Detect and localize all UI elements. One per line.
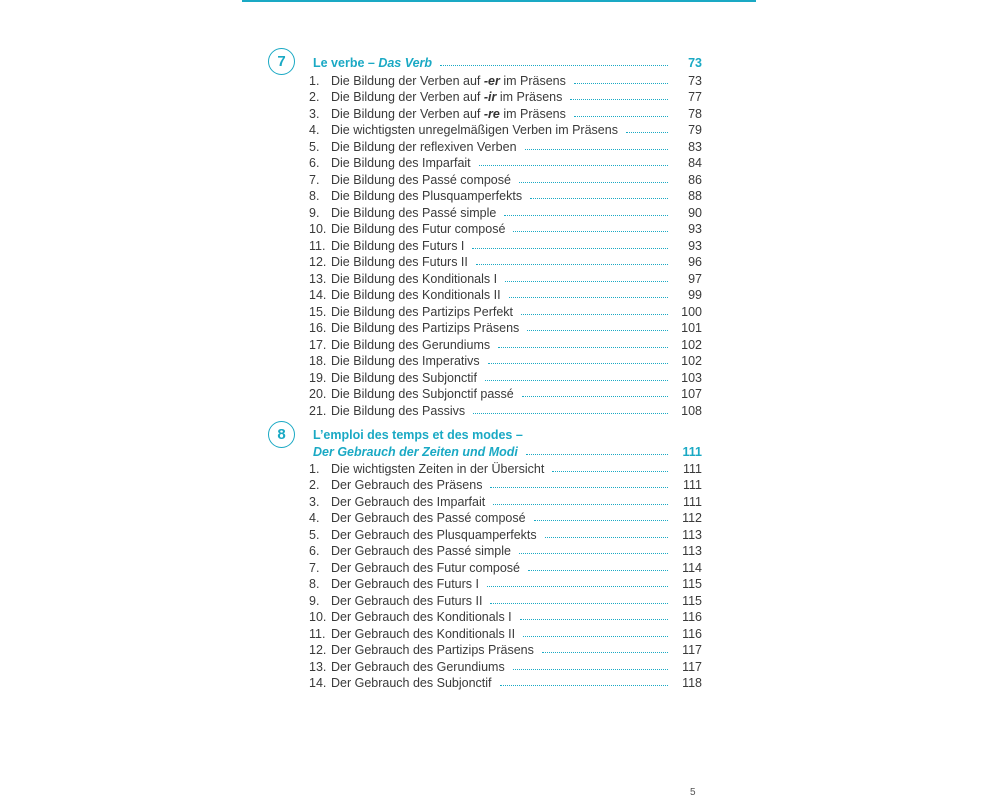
entry-title [331,371,477,385]
entry-title [331,107,566,121]
toc-entry[interactable] [309,575,702,592]
toc-entry[interactable] [309,269,702,286]
entry-number: 19. [309,370,327,385]
entry-page-number: 77 [688,90,702,104]
entry-title [331,676,492,690]
dot-leader [487,586,668,587]
entry-title [331,90,562,104]
entry-number: 18. [309,354,327,368]
entry-page-number: 78 [688,106,702,121]
toc-entry[interactable] [309,253,702,270]
entry-title-text-suffix: im Präsens [499,73,566,88]
entry-title [331,74,566,88]
dot-leader [519,553,668,554]
entry-title [331,462,544,476]
entry-number: 4. [309,123,320,137]
page-folio: 5 [690,787,696,798]
dot-leader [513,231,668,232]
dot-leader [490,487,668,488]
entry-title-text: Der Gebrauch des Plusquamperfekts [331,527,537,542]
entry-list [309,71,702,418]
toc-entry[interactable] [309,476,702,493]
entry-page-number: 111 [682,494,702,509]
dot-leader [519,182,668,183]
dot-leader [520,619,668,620]
entry-title [331,577,479,591]
entry-page-number: 102 [681,337,702,352]
chapter-heading-line-2[interactable] [313,442,702,459]
toc-entry[interactable] [309,492,702,509]
toc-entry[interactable] [309,187,702,204]
dot-leader [472,248,668,249]
toc-entry[interactable] [309,368,702,385]
entry-title [331,643,534,657]
entry-title [331,321,519,335]
entry-title-text: Der Gebrauch des Futurs II [331,593,483,608]
entry-title [331,627,515,641]
toc-entry[interactable] [309,170,702,187]
entry-number: 9. [309,593,320,608]
toc-entry[interactable] [309,657,702,674]
dot-leader [526,454,668,455]
entry-title [331,387,514,401]
entry-page-number: 107 [681,387,702,401]
chapter-title-de: Das Verb [378,56,433,70]
toc-entry[interactable] [309,641,702,658]
dot-leader [574,83,668,84]
toc-entry[interactable] [309,624,702,641]
entry-number: 2. [309,478,320,492]
toc-entry[interactable] [309,459,702,476]
entry-page-number: 79 [688,123,702,137]
entry-title-text: Die Bildung der Verben auf [331,106,484,121]
entry-number: 7. [309,172,320,187]
entry-title-text: Die Bildung des Futur composé [331,222,506,236]
entry-title-text: Die Bildung des Subjonctif [331,370,477,385]
entry-page-number: 113 [682,544,702,558]
entry-page-number: 86 [688,172,702,187]
chapter-title-de: Der Gebrauch der Zeiten und Modi [313,445,518,459]
dot-leader [528,570,668,571]
dot-leader [542,652,668,653]
entry-title-text: Der Gebrauch des Gerundiums [331,659,505,674]
dot-leader [534,520,668,521]
entry-number: 5. [309,527,320,542]
toc-entry[interactable] [309,591,702,608]
entry-title-text: Der Gebrauch des Konditionals I [331,610,512,624]
entry-title-text: Der Gebrauch des Passé composé [331,511,526,525]
entry-title [331,140,517,154]
entry-number: 3. [309,106,320,121]
toc-entry[interactable] [309,558,702,575]
entry-title-text-suffix: im Präsens [499,106,566,121]
entry-page-number: 116 [682,626,702,641]
toc-entry[interactable] [309,88,702,105]
toc-entry[interactable] [309,608,702,625]
dot-leader [626,132,668,133]
dot-leader [473,413,668,414]
entry-title [331,528,537,542]
entry-number: 9. [309,205,320,220]
entry-title-text: Der Gebrauch des Passé simple [331,544,511,558]
entry-title [331,288,501,302]
entry-title-ending: -ir [483,90,497,104]
entry-number: 14. [309,676,327,690]
entry-title-text: Die wichtigsten unregelmäßigen Verben im Präsens [331,123,618,137]
dot-leader [552,471,668,472]
entry-title [331,544,511,558]
entry-title [331,561,520,575]
entry-title-ending: -er [483,73,500,88]
entry-title [331,123,618,137]
entry-number: 14. [309,288,327,302]
entry-title-text: Die Bildung des Subjonctif passé [331,387,514,401]
entry-title-text: Der Gebrauch des Subjonctif [331,676,492,690]
entry-title-text: Die Bildung des Futurs II [331,255,468,269]
dot-leader [500,685,668,686]
entry-title-text: Die Bildung des Konditionals II [331,288,501,302]
entry-number: 12. [309,643,327,657]
entry-title [331,660,505,674]
entry-page-number: 102 [681,354,702,368]
entry-page-number: 73 [688,73,702,88]
entry-title [331,189,522,203]
entry-title-text: Die Bildung der reflexiven Verben [331,139,517,154]
toc-entry[interactable] [309,352,702,369]
entry-number: 13. [309,271,327,286]
entry-number: 13. [309,659,327,674]
dot-leader [490,603,668,604]
entry-page-number: 93 [688,222,702,236]
toc-entry[interactable] [309,236,702,253]
entry-number: 8. [309,577,320,591]
entry-title [331,156,471,170]
chapter-number-badge: 7 [268,48,295,75]
toc-entry[interactable] [309,674,702,691]
toc-entry[interactable] [309,220,702,237]
entry-page-number: 112 [682,511,702,525]
dot-leader [488,363,668,364]
entry-number: 21. [309,403,327,418]
entry-number: 5. [309,139,320,154]
chapter-heading[interactable] [313,53,702,70]
chapter-page-number: 111 [682,445,702,459]
dot-leader [505,281,668,282]
top-rule [242,0,756,2]
toc-entry[interactable] [309,335,702,352]
toc-entry[interactable] [309,525,702,542]
entry-page-number: 115 [682,577,702,591]
entry-title-text: Die Bildung des Partizips Perfekt [331,304,514,319]
entry-page-number: 83 [688,139,702,154]
entry-title-text: Der Gebrauch des Futurs I [331,577,479,591]
entry-page-number: 108 [681,403,702,418]
entry-page-number: 116 [682,610,702,624]
entry-title-text: Die Bildung des Imparfait [331,156,471,170]
dot-leader [545,537,668,538]
chapter-title-fr: Le verbe – [313,56,375,70]
dot-leader [498,347,668,348]
entry-title [331,404,465,418]
entry-page-number: 101 [681,321,702,335]
chapter-page-number: 73 [688,56,702,70]
entry-page-number: 117 [682,643,702,657]
entry-title-text: Der Gebrauch des Partizips Präsens [331,643,534,657]
entry-page-number: 111 [682,478,702,492]
entry-title [331,272,497,286]
entry-page-number: 96 [688,255,702,269]
toc-entry[interactable] [309,542,702,559]
entry-number: 6. [309,544,320,558]
entry-number: 10. [309,610,327,624]
entry-number: 11. [309,238,326,253]
toc-entry[interactable] [309,302,702,319]
entry-title [331,511,526,525]
entry-number: 6. [309,156,320,170]
dot-leader [509,297,668,298]
entry-number: 7. [309,560,320,575]
entry-page-number: 115 [682,593,702,608]
entry-title [331,594,482,608]
entry-page-number: 114 [682,560,702,575]
toc-entry[interactable] [309,137,702,154]
entry-title-text: Die Bildung des Konditionals I [331,271,498,286]
entry-page-number: 103 [681,370,702,385]
dot-leader [574,116,668,117]
entry-number: 10. [309,222,327,236]
dot-leader [504,215,668,216]
entry-number: 8. [309,189,320,203]
chapter-heading-line-1[interactable] [313,425,702,442]
entry-number: 3. [309,494,320,509]
entry-title [331,354,480,368]
entry-number: 1. [309,461,320,476]
entry-page-number: 88 [688,189,702,203]
entry-title [331,239,464,253]
dot-leader [527,330,668,331]
dot-leader [476,264,668,265]
entry-number: 12. [309,255,327,269]
entry-page-number: 99 [688,288,702,302]
dot-leader [521,314,668,315]
entry-title [331,478,482,492]
entry-title-text: Die Bildung des Imperativs [331,354,480,368]
entry-title-text: Die wichtigsten Zeiten in der Übersicht [331,461,545,476]
entry-page-number: 117 [682,659,702,674]
entry-title-text: Der Gebrauch des Präsens [331,478,483,492]
entry-page-number: 100 [681,304,702,319]
chapter-title-fr: L’emploi des temps et des modes – [313,428,523,442]
entry-title [331,305,513,319]
entry-title-text: Die Bildung des Passé simple [331,205,497,220]
entry-title-text: Die Bildung des Futurs I [331,238,465,253]
entry-page-number: 111 [682,461,702,476]
entry-title [331,495,485,509]
entry-number: 15. [309,304,327,319]
toc-entry[interactable] [309,401,702,418]
entry-title-text: Die Bildung der Verben auf [331,90,484,104]
entry-page-number: 93 [688,238,702,253]
dot-leader [522,396,668,397]
entry-title-text: Der Gebrauch des Konditionals II [331,626,516,641]
toc-entry[interactable] [309,509,702,526]
entry-page-number: 118 [682,676,702,690]
entry-title [331,610,512,624]
entry-title-text: Die Bildung des Plusquamperfekts [331,189,523,203]
toc-entry[interactable] [309,385,702,402]
entry-title-text: Die Bildung des Passé composé [331,172,511,187]
entry-title-ending: -re [483,106,500,121]
dot-leader [493,504,668,505]
entry-title-text: Der Gebrauch des Futur composé [331,560,520,575]
entry-title-text: Die Bildung des Partizips Präsens [331,321,520,335]
toc-entry[interactable] [309,154,702,171]
entry-page-number: 90 [688,205,702,220]
entry-number: 20. [309,387,327,401]
entry-number: 11. [309,626,326,641]
toc-entry[interactable] [309,319,702,336]
entry-number: 2. [309,90,320,104]
entry-title-text: Der Gebrauch des Imparfait [331,494,486,509]
dot-leader [530,198,668,199]
entry-title [331,338,490,352]
entry-title-text: Die Bildung der Verben auf [331,73,484,88]
entry-number: 17. [309,337,327,352]
entry-number: 4. [309,511,320,525]
chapter-number-badge: 8 [268,421,295,448]
dot-leader [485,380,668,381]
entry-number: 1. [309,73,320,88]
entry-title [331,255,468,269]
dot-leader [570,99,668,100]
entry-title-text-suffix: im Präsens [496,90,563,104]
entry-title [331,222,505,236]
dot-leader [513,669,668,670]
entry-title [331,206,496,220]
toc-entry[interactable] [309,71,702,88]
dot-leader [523,636,668,637]
entry-page-number: 97 [688,271,702,286]
dot-leader [440,65,668,66]
toc-entry[interactable] [309,104,702,121]
entry-number: 16. [309,321,327,335]
entry-page-number: 113 [682,527,702,542]
entry-list [309,459,702,690]
toc-entry[interactable] [309,203,702,220]
entry-title-text: Die Bildung des Passivs [331,403,466,418]
entry-title-text: Die Bildung des Gerundiums [331,337,491,352]
toc-entry[interactable] [309,286,702,303]
dot-leader [479,165,668,166]
entry-title [331,173,511,187]
entry-page-number: 84 [688,156,702,170]
toc-entry[interactable] [309,121,702,138]
dot-leader [525,149,668,150]
